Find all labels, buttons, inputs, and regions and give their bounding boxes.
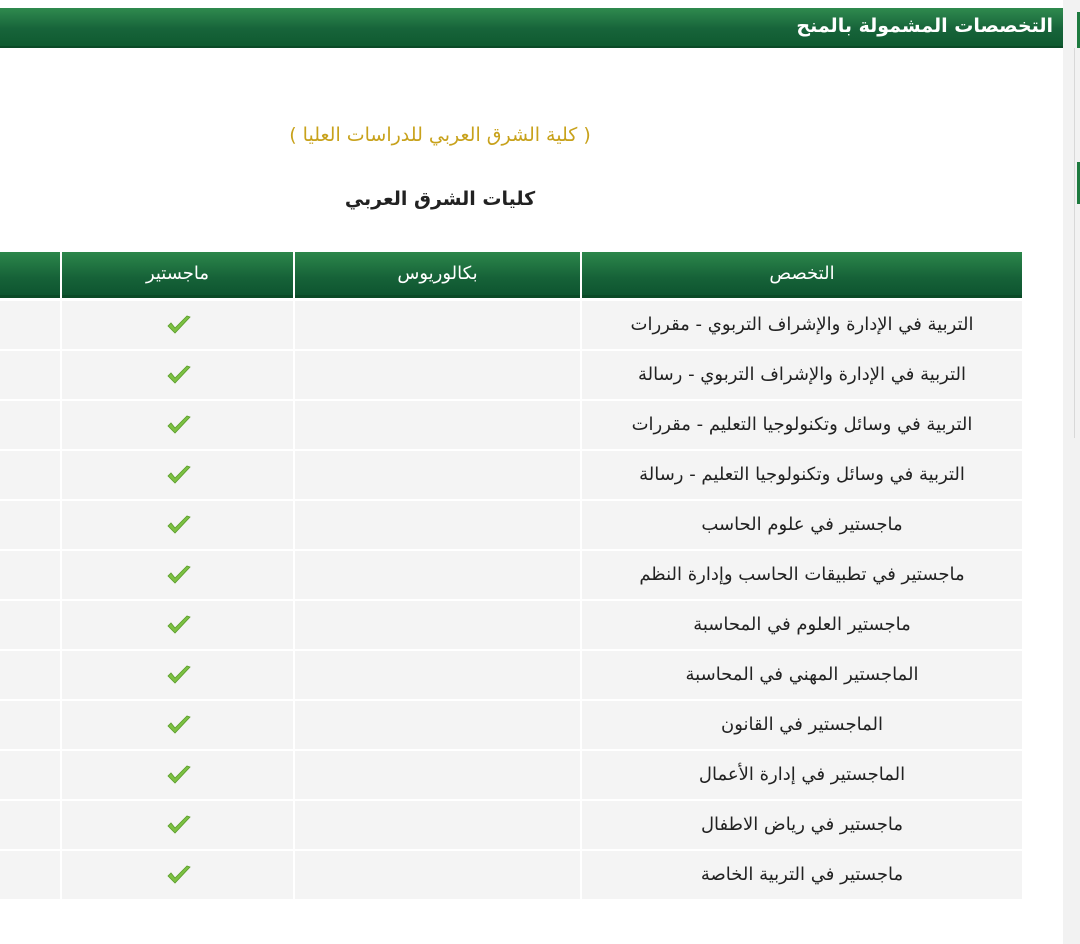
major-cell: ماجستير في التربية الخاصة: [582, 851, 1022, 899]
extra-cell: [0, 501, 60, 549]
master-cell: [62, 501, 293, 549]
check-icon: [166, 814, 192, 836]
table-row: [0, 601, 1022, 651]
college-name: ( كلية الشرق العربي للدراسات العليا ): [289, 124, 591, 146]
table-row: [0, 801, 1022, 851]
master-cell: [62, 851, 293, 899]
major-cell: التربية في وسائل وتكنولوجيا التعليم - مقررات: [582, 401, 1022, 449]
table-row: [0, 351, 1022, 401]
check-icon: [166, 714, 192, 736]
major-cell: التربية في الإدارة والإشراف التربوي - مقررات: [582, 301, 1022, 349]
master-cell: [62, 351, 293, 399]
major-cell: ماجستير في رياض الاطفال: [582, 801, 1022, 849]
bachelor-cell: [295, 751, 580, 799]
check-icon: [166, 764, 192, 786]
major-cell: الماجستير المهني في المحاسبة: [582, 651, 1022, 699]
extra-cell: [0, 551, 60, 599]
table-row: [0, 701, 1022, 751]
top-sliver: [0, 0, 1065, 8]
bachelor-cell: [295, 601, 580, 649]
master-cell: [62, 451, 293, 499]
extra-cell: [0, 351, 60, 399]
bachelor-cell: [295, 801, 580, 849]
section-header-bar: [0, 8, 1063, 48]
bachelor-cell: [295, 451, 580, 499]
check-icon: [166, 514, 192, 536]
check-icon: [166, 614, 192, 636]
major-cell: التربية في الإدارة والإشراف التربوي - رسالة: [582, 351, 1022, 399]
bachelor-cell: [295, 551, 580, 599]
master-cell: [62, 601, 293, 649]
colleges-heading: كليات الشرق العربي: [344, 188, 536, 210]
master-cell: [62, 551, 293, 599]
bachelor-cell: [295, 401, 580, 449]
table-row: [0, 851, 1022, 901]
extra-cell: [0, 601, 60, 649]
extra-cell: [0, 801, 60, 849]
extra-cell: [0, 751, 60, 799]
column-header-master: ماجستير: [62, 252, 293, 298]
major-cell: الماجستير في القانون: [582, 701, 1022, 749]
table-row: [0, 451, 1022, 501]
extra-cell: [0, 401, 60, 449]
table-row: [0, 551, 1022, 601]
gutter-divider: [1074, 48, 1075, 438]
master-cell: [62, 751, 293, 799]
master-cell: [62, 801, 293, 849]
bachelor-cell: [295, 301, 580, 349]
major-cell: ماجستير في تطبيقات الحاسب وإدارة النظم: [582, 551, 1022, 599]
table-row: [0, 301, 1022, 351]
column-header-bachelor: بكالوريوس: [295, 252, 580, 298]
bachelor-cell: [295, 651, 580, 699]
section-header-title: التخصصات المشمولة بالمنح: [796, 15, 1053, 37]
right-scroll-gutter: [1063, 0, 1080, 944]
check-icon: [166, 314, 192, 336]
check-icon: [166, 414, 192, 436]
column-header-extra: [0, 252, 60, 298]
column-header-major: التخصص: [582, 252, 1022, 298]
extra-cell: [0, 301, 60, 349]
table-row: [0, 501, 1022, 551]
table-body: [0, 301, 1022, 901]
bachelor-cell: [295, 501, 580, 549]
master-cell: [62, 401, 293, 449]
master-cell: [62, 301, 293, 349]
bachelor-cell: [295, 701, 580, 749]
extra-cell: [0, 451, 60, 499]
major-cell: ماجستير العلوم في المحاسبة: [582, 601, 1022, 649]
extra-cell: [0, 651, 60, 699]
major-cell: الماجستير في إدارة الأعمال: [582, 751, 1022, 799]
major-cell: التربية في وسائل وتكنولوجيا التعليم - رسالة: [582, 451, 1022, 499]
table-row: [0, 751, 1022, 801]
bachelor-cell: [295, 851, 580, 899]
master-cell: [62, 701, 293, 749]
bachelor-cell: [295, 351, 580, 399]
check-icon: [166, 564, 192, 586]
extra-cell: [0, 701, 60, 749]
table-row: [0, 651, 1022, 701]
check-icon: [166, 664, 192, 686]
check-icon: [166, 464, 192, 486]
extra-cell: [0, 851, 60, 899]
check-icon: [166, 864, 192, 886]
check-icon: [166, 364, 192, 386]
major-cell: ماجستير في علوم الحاسب: [582, 501, 1022, 549]
table-row: [0, 401, 1022, 451]
master-cell: [62, 651, 293, 699]
